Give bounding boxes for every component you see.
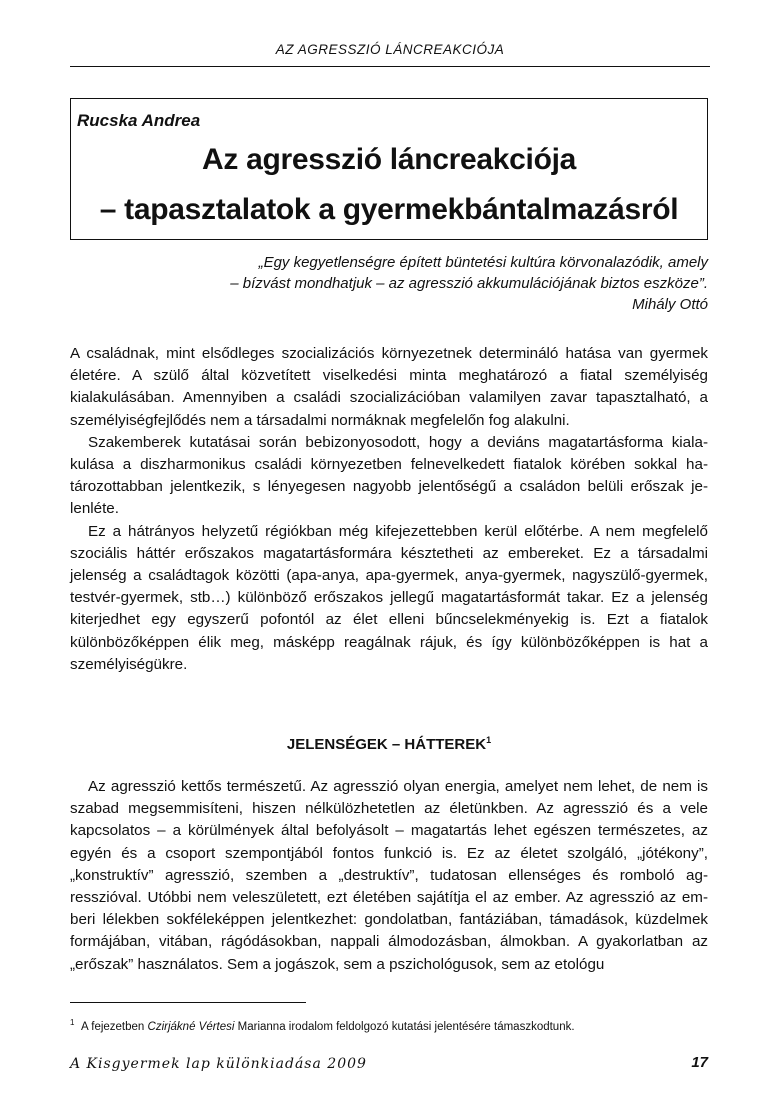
footnote-reference[interactable]: 1 bbox=[486, 735, 492, 745]
intro-text bbox=[70, 343, 708, 676]
section-text bbox=[70, 776, 708, 976]
epigraph bbox=[148, 252, 708, 315]
footnote-text-after: Marianna irodalom feldolgozó kutatási jelentésére támaszkodtunk. bbox=[237, 1020, 575, 1033]
paragraph: Az agresszió kettős természetű. Az agresszió olyan energia, amelyet nem lehet, de nem is szabad megsemmisíteni, hiszen nélkülözhetetlen az életünkben. Az agresszió és a vele kapcsolatos – a körülmények által befolyásolt – magatartás lehet egészen természetes, az egyén és a csoport szempontjából fontos funkció is. Ez az életet szolgáló, „jótékony”, „konstruktív” agresszió, szemben a „destruktív”, tudatosan ellenséges és romboló agresszióval. Utóbbi nem veleszületett, ezt életében sajátítja el az ember. Az agresszió az emberi lélekben sokféleképpen jelentkezhet: gondolatban, fantáziában, támadások, küzdelmek formájában, vitában, rágódásokban, nappali álmodozásban, álmokban. A gyakorlatban az „erőszak” használatos. Sem a jogászok, sem a pszichológusok, sem az etológu bbox=[70, 778, 708, 973]
title-box bbox=[70, 98, 708, 240]
footnote-name: Czirjákné Vértesi bbox=[147, 1020, 235, 1033]
paragraph: Szakemberek kutatásai során bebizonyosodott, hogy a deviáns magatartásforma kialakulása a diszharmonikus családi környezetben felnevelkedett fiatalok körében sokkal határozottabban jelentkezik, s lényegesen nagyobb jelentőségű a családon belüli erőszak jelenléte. bbox=[70, 433, 708, 518]
article-title-line-2: – tapasztalatok a gyermekbántalmazásról bbox=[99, 193, 679, 226]
epigraph-attribution: Mihály Ottó bbox=[632, 296, 708, 313]
footnote-rule bbox=[70, 1002, 306, 1003]
paragraph: Ez a hátrányos helyzetű régiókban még kifejezettebben kerül előtérbe. A nem megfelelő szociális háttér erőszakos magatartásformára késztetheti az embereket. Ez a társadalmi jelenség a családtagok közötti (apa-anya, apa-gyermek, anya-gyermek, nagyszülő-gyermek, testvér-gyermek, stb…) különböző erőszakos jellegű magatartásformát takar. Ez a jelenség kiterjedhet egy egyszerű pofontól az élet elleni bűncselekményekig is. Ezt a fiatalok különbözőképpen élik meg, másképp reagálnak rájuk, és így különbözőképpen is hat a személyiségükre. bbox=[70, 522, 708, 673]
footnote bbox=[70, 1015, 710, 1035]
epigraph-line-2: – bízvást mondhatjuk – az agresszió akkumulációjának biztos eszköze”. bbox=[230, 275, 708, 292]
article-title-line-1: Az agresszió láncreakciója bbox=[201, 143, 577, 176]
footer-publication: A Kisgyermek lap különkiadása 2009 bbox=[70, 1056, 367, 1072]
running-header: AZ AGRESSZIÓ LÁNCREAKCIÓJA bbox=[275, 42, 505, 57]
header-rule bbox=[70, 66, 710, 67]
footnote-text-before: A fejezetben bbox=[81, 1020, 145, 1033]
page-number: 17 bbox=[691, 1054, 708, 1071]
epigraph-line-1: „Egy kegyetlenségre épített büntetési kultúra körvonalazódik, amely bbox=[258, 254, 708, 271]
section-heading-text: JELENSÉGEK – HÁTTEREK bbox=[286, 736, 487, 753]
footnote-mark: 1 bbox=[70, 1018, 75, 1027]
section-heading bbox=[70, 735, 708, 753]
paragraph: A családnak, mint elsődleges szocializációs környezetnek determináló hatása van gyermek életére. A szülő által közvetített viselkedési minta meghatározó a fiatal személyiség kialakulásában. Amennyiben a családi szocializációban valamilyen zavar tapasztalható, a személyiségfejlődés nem a társadalmi normáknak megfelelőn fog alakulni. bbox=[70, 345, 708, 429]
author-name: Rucska Andrea bbox=[77, 111, 201, 130]
